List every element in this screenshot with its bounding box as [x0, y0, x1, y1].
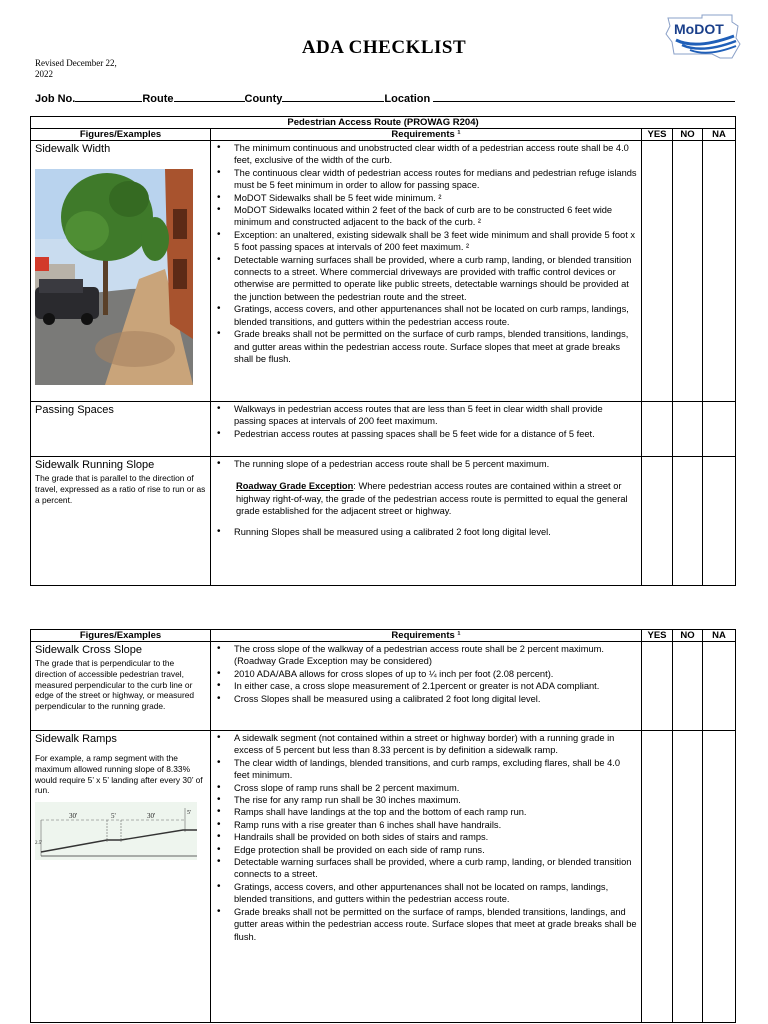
row-title: Passing Spaces	[35, 404, 114, 416]
checklist-table-1	[30, 116, 736, 586]
table-row	[31, 731, 736, 1023]
yes-checkbox[interactable]	[642, 642, 673, 731]
requirements-cell	[211, 141, 642, 402]
exception-text: : Where pedestrian access routes are contained within a street or highway right-of-way, the grade of the pedestrian access route is permitted to equal the general grade established for the adjacent street or highway.	[236, 481, 628, 517]
location-field[interactable]	[433, 91, 735, 102]
run2-label: 30'	[147, 812, 156, 821]
figure-cell	[31, 642, 211, 731]
route-label: Route	[142, 93, 174, 105]
col-na: NA	[703, 129, 736, 141]
section-title: Pedestrian Access Route (PROWAG R204)	[31, 117, 736, 129]
row-title: Sidewalk Width	[35, 143, 111, 155]
requirements-cell	[211, 402, 642, 457]
list-item: • The rise for any ramp run shall be 30 inches maximum.	[234, 794, 641, 806]
col-requirements: Requirements ¹	[211, 129, 642, 141]
list-item: • Walkways in pedestrian access routes that are less than 5 feet in clear width shall provide passing spaces at intervals of 200 feet maximum.	[234, 403, 641, 428]
row-description: The grade that is perpendicular to the direction of accessible pedestrian travel, measured perpendicular to the curb line or edge of the street or highway, or measured perpendicular to the running grade.	[35, 658, 195, 712]
page-title: ADA CHECKLIST	[301, 37, 467, 58]
list-item: • Running Slopes shall be measured using a calibrated 2 foot long digital level.	[234, 526, 641, 538]
sidewalk-photo	[35, 169, 193, 385]
list-item: • A sidewalk segment (not contained within a street or highway border) with a running grade in excess of 5 percent but less than 8.33 percent is by definition a sidewalk ramp.	[234, 732, 641, 757]
list-item: • MoDOT Sidewalks located within 2 feet of the back of curb are to be constructed 6 feet wide minimum and constructed adjacent to the back of the curb. ²	[234, 204, 641, 229]
list-item: • Gratings, access covers, and other appurtenances shall not be located on ramps, landings, blended transitions, and gutters within the pedestrian access route.	[234, 881, 641, 906]
no-checkbox[interactable]	[673, 402, 703, 457]
requirements-list	[211, 142, 641, 365]
county-field[interactable]	[282, 91, 384, 102]
row-description: The grade that is parallel to the direction of travel, expressed as a ratio of rise to run or as a percent.	[35, 473, 206, 505]
na-checkbox[interactable]	[703, 731, 736, 1023]
rise-label: 2.5'	[35, 841, 43, 847]
col-no: NO	[673, 630, 703, 642]
list-item: • In either case, a cross slope measurement of 2.1percent or greater is not ADA compliant.	[234, 680, 641, 692]
list-item: • Grade breaks shall not be permitted on the surface of curb ramps, blended transitions, landings, and gutter areas within the pedestrian access route. Surface slopes that meet at grade breaks shall be flush.	[234, 328, 641, 365]
col-yes: YES	[642, 630, 673, 642]
list-item: • Gratings, access covers, and other appurtenances shall not be located on curb ramps, landings, blended transitions, and gutters within the pedestrian access route.	[234, 303, 641, 328]
table-row	[31, 141, 736, 402]
col-requirements: Requirements ¹	[211, 630, 642, 642]
list-item: • Ramps shall have landings at the top and the bottom of each ramp run.	[234, 806, 641, 818]
location-label: Location	[384, 93, 431, 105]
figure-cell	[31, 457, 211, 586]
list-item: • MoDOT Sidewalks shall be 5 feet wide minimum. ²	[234, 192, 641, 204]
requirements-list	[211, 403, 641, 440]
na-checkbox[interactable]	[703, 402, 736, 457]
yes-checkbox[interactable]	[642, 457, 673, 586]
row-title: Sidewalk Ramps	[35, 733, 117, 745]
list-item: • The clear width of landings, blended transitions, and curb ramps, excluding flares, shall be 4.0 feet minimum.	[234, 757, 641, 782]
col-na: NA	[703, 630, 736, 642]
roadway-grade-exception	[236, 480, 637, 517]
yes-checkbox[interactable]	[642, 141, 673, 402]
col-figures: Figures/Examples	[31, 129, 211, 141]
na-checkbox[interactable]	[703, 642, 736, 731]
figure-cell	[31, 141, 211, 402]
list-item: • Detectable warning surfaces shall be provided, where a curb ramp, landing, or blended transition connects to a street. Where commercial driveways are provided with traffic control devices or otherwise are permitted to operate like public streets, detectable warnings should be provided at the junction between the pedestrian route and the street.	[234, 254, 641, 304]
list-item: • Cross slope of ramp runs shall be 2 percent maximum.	[234, 782, 641, 794]
list-item: • The running slope of a pedestrian access route shall be 5 percent maximum.	[234, 458, 641, 470]
figure-cell	[31, 731, 211, 1023]
top-label: 5'	[187, 810, 192, 817]
run1-label: 30'	[69, 812, 78, 821]
list-item: • Pedestrian access routes at passing spaces shall be 5 feet wide for a distance of 5 feet.	[234, 428, 641, 440]
list-item: • The cross slope of the walkway of a pedestrian access route shall be 2 percent maximum. (Roadway Grade Exception may be considered)	[234, 643, 641, 668]
table-row	[31, 642, 736, 731]
col-figures: Figures/Examples	[31, 630, 211, 642]
yes-checkbox[interactable]	[642, 402, 673, 457]
checklist-table-2	[30, 629, 736, 1023]
list-item: • Edge protection shall be provided on each side of ramp runs.	[234, 844, 641, 856]
list-item: • The continuous clear width of pedestrian access routes for medians and pedestrian refuge islands must be 5 feet minimum in order to allow for passing space.	[234, 167, 641, 192]
requirements-list	[211, 643, 641, 705]
list-item: • Cross Slopes shall be measured using a calibrated 2 foot long digital level.	[234, 693, 641, 705]
list-item: • Exception: an unaltered, existing sidewalk shall be 3 feet wide minimum and shall provide 5 foot x 5 foot passing spaces at intervals of 200 feet maximum. ²	[234, 229, 641, 254]
logo-text: MoDOT	[674, 21, 724, 37]
na-checkbox[interactable]	[703, 141, 736, 402]
requirements-cell	[211, 642, 642, 731]
requirements-list	[211, 732, 641, 943]
no-checkbox[interactable]	[673, 642, 703, 731]
yes-checkbox[interactable]	[642, 731, 673, 1023]
row-description: For example, a ramp segment with the maximum allowed running slope of 8.33% would require 5’ x 5’ landing after every 30’ of run.	[35, 753, 203, 796]
figure-cell	[31, 402, 211, 457]
row-title: Sidewalk Running Slope	[35, 459, 155, 471]
requirements-list	[211, 526, 641, 538]
table-row	[31, 457, 736, 586]
exception-label: Roadway Grade Exception	[236, 481, 354, 492]
revised-date: Revised December 22, 2022	[35, 58, 117, 79]
col-no: NO	[673, 129, 703, 141]
row-title: Sidewalk Cross Slope	[35, 644, 142, 656]
landing-label: 5'	[111, 812, 116, 821]
requirements-list	[211, 458, 641, 470]
list-item: • Detectable warning surfaces shall be provided, where a curb ramp, landing, or blended transition connects to a street.	[234, 856, 641, 881]
list-item: • Grade breaks shall not be permitted on the surface of ramps, blended transitions, landings, and gutter areas within the pedestrian access route. Surface slopes that meet at grade breaks shall be flush.	[234, 906, 641, 943]
job-no-field[interactable]	[75, 91, 142, 102]
requirements-cell	[211, 731, 642, 1023]
list-item: • The minimum continuous and unobstructed clear width of a pedestrian access route shall be 4.0 feet, exclusive of the width of the curb.	[234, 142, 641, 167]
list-item: • Ramp runs with a rise greater than 6 inches shall have handrails.	[234, 819, 641, 831]
job-no-label: Job No.	[35, 93, 76, 105]
list-item: • Handrails shall be provided on both sides of stairs and ramps.	[234, 831, 641, 843]
job-info-line	[35, 91, 735, 105]
county-label: County	[244, 93, 283, 105]
no-checkbox[interactable]	[673, 457, 703, 586]
no-checkbox[interactable]	[673, 731, 703, 1023]
route-field[interactable]	[174, 91, 245, 102]
col-yes: YES	[642, 129, 673, 141]
modot-logo	[662, 14, 742, 62]
list-item: • 2010 ADA/ABA allows for cross slopes of up to ¼ inch per foot (2.08 percent).	[234, 668, 641, 680]
no-checkbox[interactable]	[673, 141, 703, 402]
ramp-diagram	[35, 802, 197, 860]
na-checkbox[interactable]	[703, 457, 736, 586]
table-row	[31, 402, 736, 457]
requirements-cell	[211, 457, 642, 586]
